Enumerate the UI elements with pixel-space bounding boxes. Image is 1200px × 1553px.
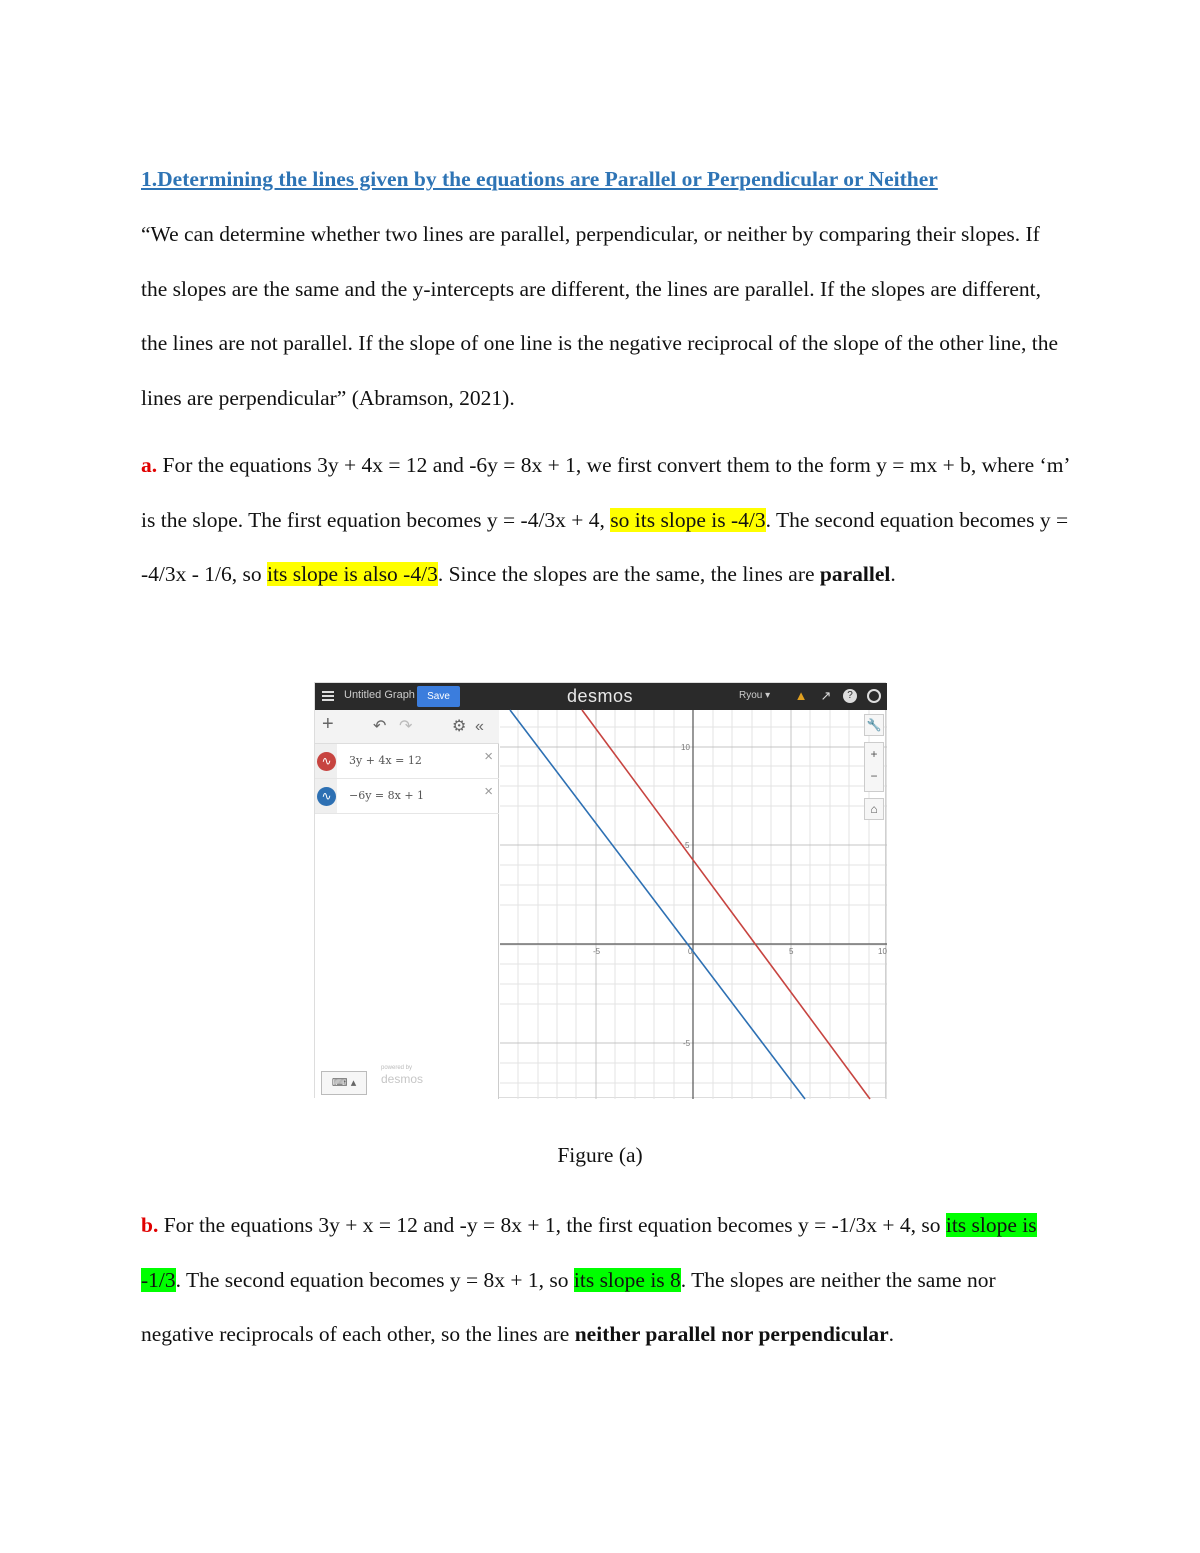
part-b-label: b.: [141, 1213, 159, 1237]
part-a-text-1: For the equations 3y + 4x = 12 and -6y = 8x + 1, we first convert them to the form y = mx + b, where ‘m’ is the slope. The first equation becomes y = -4/3x + 4,: [141, 453, 1069, 532]
graph-toggle-icon[interactable]: ∿: [317, 787, 336, 806]
expression-text[interactable]: −6y = 8x + 1: [349, 789, 425, 802]
expression-panel: [315, 710, 499, 1099]
part-a-label: a.: [141, 453, 158, 477]
desmos-topbar: [315, 683, 887, 710]
collapse-panel-icon[interactable]: «: [475, 718, 484, 735]
svg-text:10: 10: [878, 947, 887, 956]
expression-row-2[interactable]: [315, 779, 499, 814]
zoom-out-icon[interactable]: −: [870, 769, 878, 783]
part-b-highlight-2: its slope is 8: [573, 1267, 681, 1292]
part-a-highlight-2: its slope is also -4/3: [267, 562, 438, 586]
svg-text:5: 5: [789, 947, 794, 956]
trophy-icon[interactable]: ▲: [794, 688, 808, 703]
expression-text[interactable]: 3y + 4x = 12: [349, 754, 422, 767]
share-icon[interactable]: ↗: [820, 688, 832, 703]
quote-paragraph: “We can determine whether two lines are parallel, perpendicular, or neither by comparing their slopes. If the slopes are the same and the y-intercepts are different, the lines are parallel. If the slopes are different, the lines are not parallel. If the slope of one line is the negative reciprocal of the slope of the other line, the lines are perpendicular” (Abramson, 2021).: [141, 222, 1058, 410]
svg-text:10: 10: [681, 743, 690, 752]
graph-toggle-icon[interactable]: ∿: [317, 752, 336, 771]
desmos-screenshot: [314, 682, 886, 1098]
gear-icon[interactable]: ⚙: [452, 718, 467, 735]
powered-by-desmos: [381, 1065, 423, 1086]
part-b-text-1: For the equations 3y + x = 12 and -y = 8x + 1, the first equation becomes y = -1/3x + 4, so: [158, 1213, 946, 1237]
powered-by-text: powered by: [381, 1065, 413, 1071]
part-b-text-3: . The slopes are neither the same nor negative reciprocals of each other, so the lines are: [141, 1267, 996, 1346]
powered-by-brand: desmos: [381, 1072, 424, 1086]
desmos-logo: desmos: [567, 686, 634, 706]
help-icon[interactable]: ?: [843, 689, 857, 703]
part-a-paragraph: [141, 438, 1071, 602]
part-b-conclusion: neither parallel nor perpendicular: [574, 1322, 889, 1346]
part-a-text-2: . The second equation becomes y = -4/3x - 1/6, so: [141, 507, 1069, 586]
wrench-icon[interactable]: 🔧: [864, 714, 884, 736]
undo-icon[interactable]: ↶: [373, 718, 387, 735]
svg-text:0: 0: [688, 947, 693, 956]
graph-title[interactable]: Untitled Graph: [344, 689, 415, 701]
save-button[interactable]: Save: [417, 686, 460, 707]
globe-icon[interactable]: [867, 689, 881, 703]
user-name: Ryou: [739, 690, 763, 701]
part-b-highlight-1: its slope is -1/3: [141, 1213, 1037, 1292]
part-a-highlight-1: so its slope is -4/3: [610, 507, 766, 532]
user-menu[interactable]: Ryou ▾: [739, 690, 771, 701]
svg-text:5: 5: [685, 841, 690, 850]
svg-text:-5: -5: [683, 1039, 691, 1048]
part-b-text-4: .: [888, 1322, 895, 1346]
menu-icon[interactable]: [322, 689, 334, 703]
part-b-text-2: . The second equation becomes y = 8x + 1, so: [175, 1267, 574, 1292]
part-a-text-4: .: [890, 562, 896, 586]
expression-row-1[interactable]: [315, 744, 499, 779]
expression-toolbar: [315, 710, 499, 744]
part-a-text-3: . Since the slopes are the same, the lines are: [437, 562, 820, 586]
section-heading[interactable]: 1.Determining the lines given by the equations are Parallel or Perpendicular or Neither: [141, 167, 938, 191]
graph-paper[interactable]: [500, 710, 887, 1099]
keyboard-toggle-icon[interactable]: ⌨ ▴: [321, 1071, 367, 1095]
redo-icon[interactable]: ↷: [399, 718, 413, 735]
add-expression-icon[interactable]: +: [322, 713, 334, 735]
delete-expression-icon[interactable]: ×: [484, 783, 493, 800]
delete-expression-icon[interactable]: ×: [484, 748, 493, 765]
part-a-conclusion: parallel: [819, 562, 891, 586]
part-b-paragraph: [141, 1198, 1071, 1362]
svg-text:-5: -5: [593, 947, 601, 956]
zoom-in-icon[interactable]: +: [870, 747, 878, 761]
figure-caption: Figure (a): [557, 1143, 643, 1167]
home-icon[interactable]: ⌂: [864, 798, 884, 820]
